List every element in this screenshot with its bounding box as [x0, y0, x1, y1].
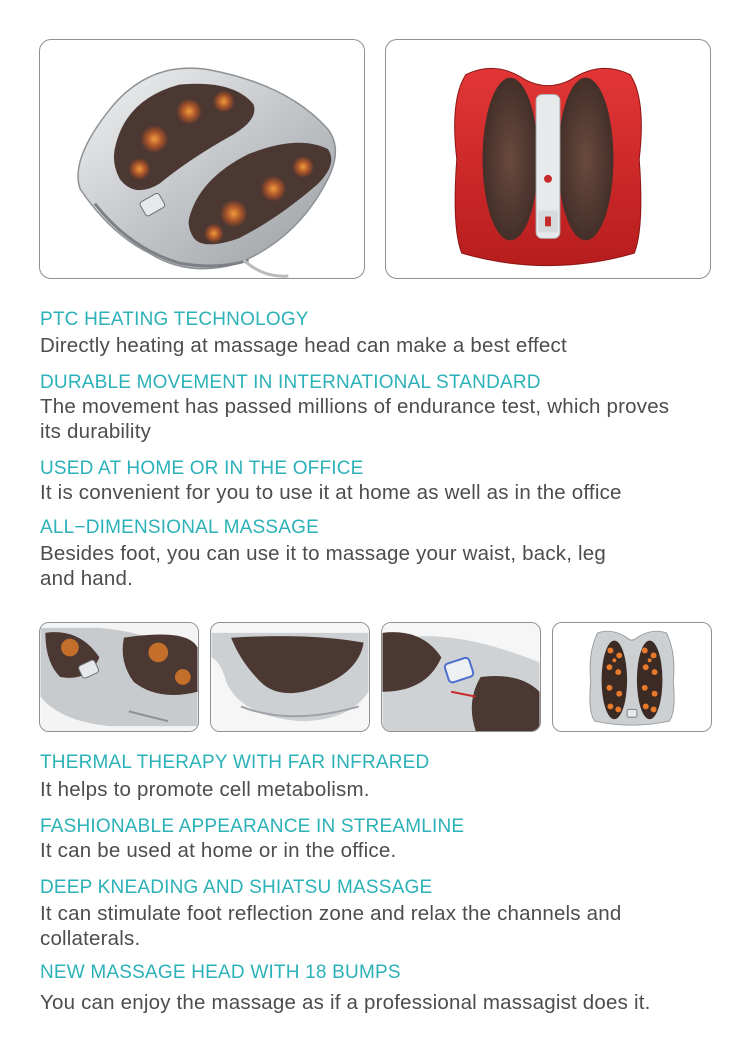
feature-fashionable-appearance	[40, 815, 730, 863]
feature-title: DURABLE MOVEMENT IN INTERNATIONAL STANDARD	[40, 372, 541, 393]
feature-ptc-heating	[40, 308, 730, 358]
feature-title: PTC HEATING TECHNOLOGY	[40, 309, 309, 330]
feature-description: It helps to promote cell metabolism.	[40, 778, 370, 801]
feature-title: ALL−DIMENSIONAL MASSAGE	[40, 517, 319, 538]
product-photo-angled	[39, 39, 365, 279]
feature-durable-movement	[40, 371, 680, 444]
foot-massager-silver-angled-illustration	[40, 40, 364, 278]
detail-photo-18-bumps	[552, 622, 712, 732]
feature-title: THERMAL THERAPY WITH FAR INFRARED	[40, 752, 430, 773]
feature-description: It is convenient for you to use it at home as well as in the office	[40, 481, 622, 504]
feature-title: DEEP KNEADING AND SHIATSU MASSAGE	[40, 877, 433, 898]
massager-side-illustration	[211, 623, 369, 731]
feature-description: It can be used at home or in the office.	[40, 839, 397, 862]
feature-description: You can enjoy the massage as if a professional massagist does it.	[40, 991, 651, 1014]
detail-photo-control-panel	[39, 622, 199, 732]
feature-new-massage-head	[40, 961, 730, 1015]
feature-description: Directly heating at massage head can make a best effect	[40, 334, 567, 357]
feature-title: FASHIONABLE APPEARANCE IN STREAMLINE	[40, 816, 465, 837]
feature-home-office	[40, 457, 730, 505]
feature-description: It can stimulate foot reflection zone and relax the channels and collaterals.	[40, 902, 622, 950]
massager-closeup-panel-illustration	[40, 623, 198, 731]
product-photo-top-view	[385, 39, 711, 279]
feature-description: Besides foot, you can use it to massage your waist, back, leg and hand.	[40, 542, 606, 590]
feature-all-dimensional	[40, 516, 640, 591]
detail-photo-button	[381, 622, 541, 732]
feature-description: The movement has passed millions of endurance test, which proves its durability	[40, 395, 670, 443]
feature-deep-kneading	[40, 876, 650, 951]
feature-title: NEW MASSAGE HEAD WITH 18 BUMPS	[40, 962, 401, 983]
detail-photo-side-profile	[210, 622, 370, 732]
foot-massager-red-top-illustration	[386, 40, 710, 278]
massager-bumps-top-illustration	[553, 623, 711, 731]
massager-button-closeup-illustration	[382, 623, 540, 731]
feature-thermal-therapy	[40, 751, 730, 802]
feature-title: USED AT HOME OR IN THE OFFICE	[40, 458, 364, 479]
